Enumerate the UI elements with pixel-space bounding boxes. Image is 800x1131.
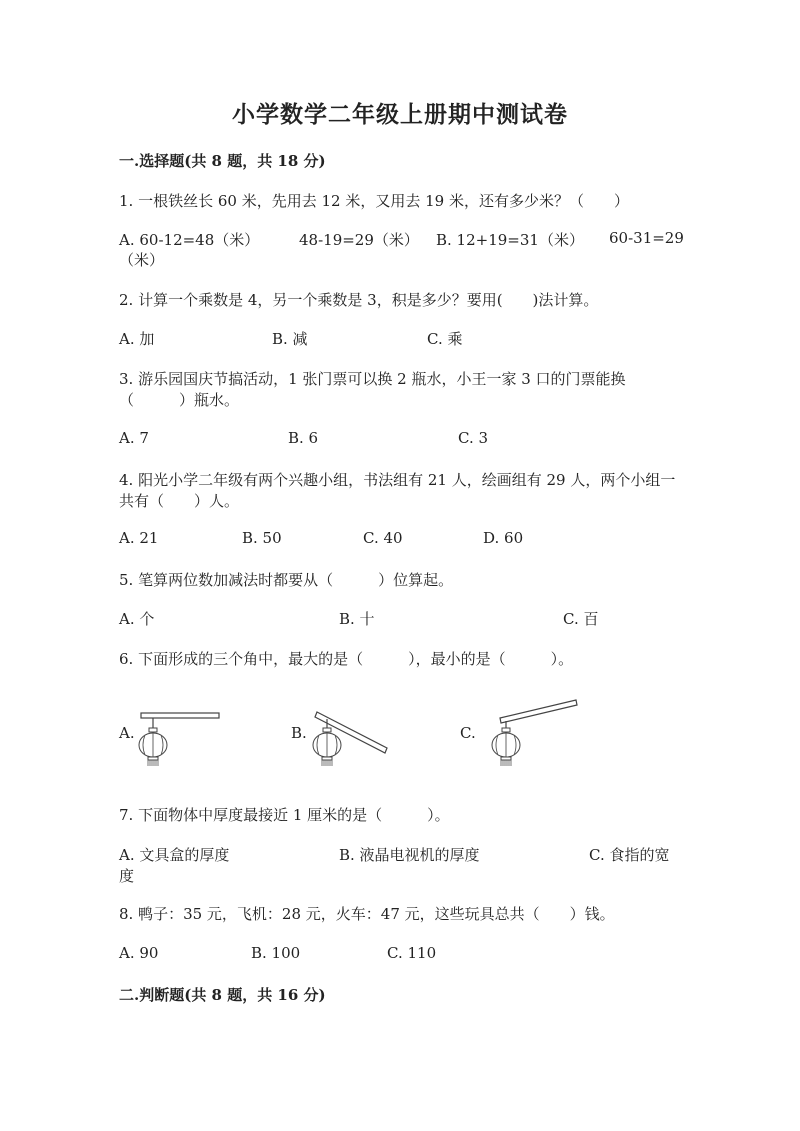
q3-option-c: C. 3: [458, 429, 489, 447]
lantern-figure-a: [135, 708, 225, 768]
q2-option-b: B. 减: [272, 330, 308, 348]
q7-option-a: A. 文具盒的厚度: [119, 846, 230, 864]
question-2: 2. 计算一个乘数是 4，另一个乘数是 3，积是多少？要用( )法计算。: [119, 291, 599, 309]
question-3-line-1: 3. 游乐园国庆节搞活动，1 张门票可以换 2 瓶水，小王一家 3 口的门票能换: [119, 370, 626, 388]
question-8: 8. 鸭子：35 元，飞机：28 元，火车：47 元，这些玩具总共（ ）钱。: [119, 905, 615, 923]
q4-option-c: C. 40: [363, 529, 403, 547]
q4-option-a: A. 21: [119, 529, 159, 547]
q6-option-a: A.: [119, 724, 135, 742]
q6-option-c: C.: [460, 724, 476, 742]
q7-option-c: C. 食指的宽: [589, 846, 670, 864]
q7-option-b: B. 液晶电视机的厚度: [339, 846, 480, 864]
q1-option-b-unit: （米）: [119, 251, 165, 269]
q1-option-b-step2: 60-31=29: [609, 229, 684, 247]
q4-option-b: B. 50: [242, 529, 282, 547]
page-title: 小学数学二年级上册期中测试卷: [232, 101, 568, 128]
question-3-line-2: （ ）瓶水。: [119, 391, 240, 409]
question-5: 5. 笔算两位数加减法时都要从（ ）位算起。: [119, 571, 454, 589]
question-6: 6. 下面形成的三个角中，最大的是（ ），最小的是（ ）。: [119, 650, 574, 668]
question-4-line-1: 4. 阳光小学二年级有两个兴趣小组，书法组有 21 人，绘画组有 29 人，两个小组一: [119, 471, 676, 489]
q4-option-d: D. 60: [483, 529, 524, 547]
q2-option-c: C. 乘: [427, 330, 463, 348]
question-7: 7. 下面物体中厚度最接近 1 厘米的是（ ）。: [119, 806, 450, 824]
q1-option-a-step2: 48-19=29（米）: [299, 231, 419, 249]
lantern-figure-c: [490, 698, 580, 768]
question-1: 1. 一根铁丝长 60 米，先用去 12 米，又用去 19 米，还有多少米？（ ）: [119, 192, 629, 210]
q5-option-a: A. 个: [119, 610, 155, 628]
q3-option-b: B. 6: [288, 429, 319, 447]
q3-option-a: A. 7: [119, 429, 149, 447]
q1-option-b: B. 12+19=31（米）: [436, 231, 584, 249]
section-heading-true-false: 二.判断题(共 8 题，共 16 分): [119, 986, 326, 1004]
q7-option-c-wrap: 度: [119, 867, 135, 885]
q8-option-c: C. 110: [387, 944, 437, 962]
section-heading-choice: 一.选择题(共 8 题，共 18 分): [119, 152, 326, 170]
q2-option-a: A. 加: [119, 330, 155, 348]
q5-option-c: C. 百: [563, 610, 599, 628]
question-4-line-2: 共有（ ）人。: [119, 492, 240, 510]
lantern-figure-b: [305, 708, 395, 768]
q5-option-b: B. 十: [339, 610, 375, 628]
q8-option-b: B. 100: [251, 944, 301, 962]
q6-option-b: B.: [291, 724, 307, 742]
q8-option-a: A. 90: [119, 944, 159, 962]
q1-option-a: A. 60-12=48（米）: [119, 231, 260, 249]
